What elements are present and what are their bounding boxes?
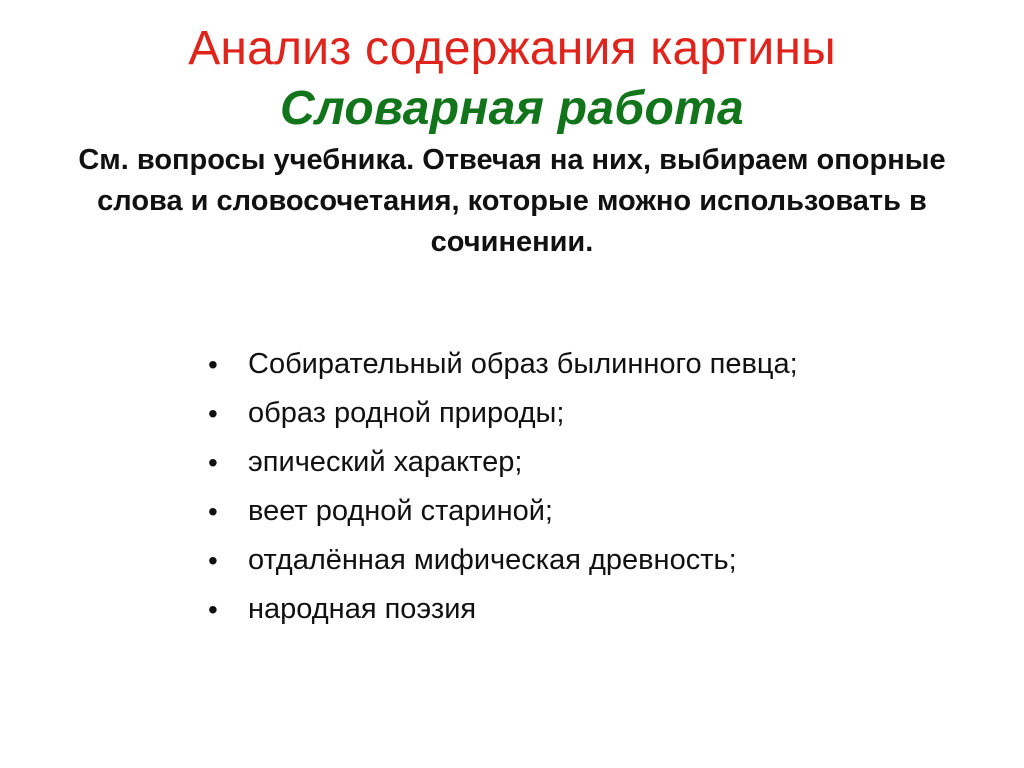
bullet-item <box>208 536 798 585</box>
bullet-item <box>208 585 798 634</box>
slide-subtitle: Словарная работа <box>279 82 745 135</box>
bullet-icon: • <box>208 496 218 527</box>
slide-title: Анализ содержания картины <box>188 22 836 75</box>
bullet-text: отдалённая мифическая древность; <box>248 544 737 576</box>
bullet-icon: • <box>208 398 218 429</box>
bullet-icon: • <box>208 545 218 576</box>
instruction-text: См. вопросы учебника. Отвечая на них, выбираем опорные слова и словосочетания, которые можно использовать в сочинении. <box>78 144 946 258</box>
bullet-icon: • <box>208 594 218 625</box>
bullet-list <box>208 340 798 634</box>
bullet-text: эпический характер; <box>248 446 523 478</box>
bullet-item <box>208 487 798 536</box>
bullet-icon: • <box>208 447 218 478</box>
bullet-item <box>208 340 798 389</box>
bullet-text: веет родной стариной; <box>248 495 553 527</box>
bullet-text: народная поэзия <box>248 593 477 625</box>
bullet-item <box>208 438 798 487</box>
bullet-text: образ родной природы; <box>248 397 565 429</box>
title-block <box>0 22 1024 263</box>
bullet-icon: • <box>208 349 218 380</box>
bullet-text: Собирательный образ былинного певца; <box>248 348 798 380</box>
bullet-item <box>208 389 798 438</box>
